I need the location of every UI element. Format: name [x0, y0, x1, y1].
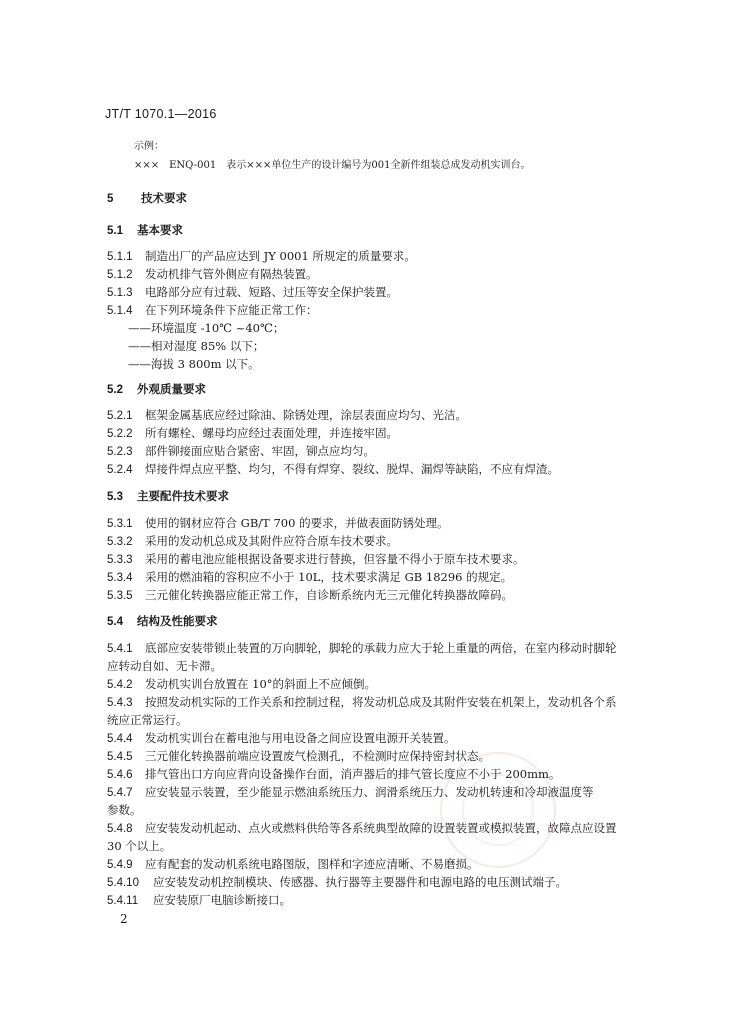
- list-item: ——海拔 3 800m 以下。: [128, 357, 260, 371]
- clause-continuation: 应转动自如、无卡滞。: [107, 659, 222, 673]
- clause-5-4-9: 5.4.9 应有配套的发动机系统电路图版，图样和字迹应清晰、不易磨损。: [107, 857, 479, 871]
- clause-5-4-11: 5.4.11 应安装原厂电脑诊断接口。: [107, 893, 291, 907]
- clause-continuation: 参数。: [107, 803, 142, 817]
- list-item: ——相对湿度 85% 以下；: [128, 339, 265, 353]
- clause-continuation: 30 个以上。: [107, 839, 172, 853]
- clause-5-4-5: 5.4.5 三元催化转换器前端应设置废气检测孔，不检测时应保持密封状态。: [107, 749, 490, 763]
- clause-5-4-8: 5.4.8 应安装发动机起动、点火或燃料供给等各系统典型故障的设置装置或模拟装置，故障点应设置: [107, 821, 617, 835]
- clause-5-1-4: 5.1.4 在下列环境条件下应能正常工作：: [107, 303, 318, 317]
- subsection-heading: 5.3 主要配件技术要求: [107, 489, 229, 503]
- clause-5-4-2: 5.4.2 发动机实训台放置在 10°的斜面上不应倾倒。: [107, 677, 377, 691]
- clause-5-4-4: 5.4.4 发动机实训台在蓄电池与用电设备之间应设置电源开关装置。: [107, 731, 456, 745]
- clause-5-3-1: 5.3.1 使用的钢材应符合 GB/T 700 的要求，并做表面防锈处理。: [107, 516, 449, 530]
- clause-5-3-4: 5.3.4 采用的燃油箱的容积应不小于 10L，技术要求满足 GB 18296 的规定。: [107, 570, 513, 584]
- clause-5-3-5: 5.3.5 三元催化转换器应能正常工作，自诊断系统内无三元催化转换器故障码。: [107, 588, 513, 602]
- page-number: 2: [120, 912, 128, 926]
- clause-5-4-7: 5.4.7 应安装显示装置，至少能显示燃油系统压力、润滑系统压力、发动机转速和冷却液温度等: [107, 785, 594, 799]
- clause-5-2-1: 5.2.1 框架金属基底应经过除油、除锈处理，涂层表面应均匀、光洁。: [107, 408, 467, 422]
- clause-5-4-1: 5.4.1 底部应安装带锁止装置的万向脚轮，脚轮的承载力应大于轮上重量的两倍，在室内移动时脚轮: [107, 641, 617, 655]
- clause-5-2-3: 5.2.3 部件铆接面应贴合紧密、牢固，铆点应均匀。: [107, 444, 375, 458]
- clause-5-4-10: 5.4.10 应安装发动机控制模块、传感器、执行器等主要器件和电源电路的电压测试端子。: [107, 875, 567, 889]
- subsection-heading: 5.4 结构及性能要求: [107, 614, 218, 628]
- clause-5-2-2: 5.2.2 所有螺栓、螺母均应经过表面处理，并连接牢固。: [107, 426, 398, 440]
- clause-5-4-3: 5.4.3 按照发动机实际的工作关系和控制过程，将发动机总成及其附件安装在机架上，发动机各个系: [107, 695, 617, 709]
- clause-5-1-3: 5.1.3 电路部分应有过载、短路、过压等安全保护装置。: [107, 285, 398, 299]
- clause-continuation: 统应正常运行。: [107, 713, 188, 727]
- clause-5-1-2: 5.1.2 发动机排气管外侧应有隔热装置。: [107, 267, 318, 281]
- subsection-heading: 5.2 外观质量要求: [107, 382, 206, 396]
- section-heading: 5 技术要求: [107, 191, 187, 205]
- clause-5-3-3: 5.3.3 采用的蓄电池应能根据设备要求进行替换，但容量不得小于原车技术要求。: [107, 552, 525, 566]
- list-item: ——环境温度 -10℃ ~40℃；: [128, 321, 285, 335]
- example-text: ××× ENQ-001 表示×××单位生产的设计编号为001全新件组装总成发动机实训台。: [134, 160, 531, 171]
- example-label: 示例：: [134, 141, 164, 152]
- clause-5-1-1: 5.1.1 制造出厂的产品应达到 JY 0001 所规定的质量要求。: [107, 249, 416, 263]
- subsection-heading: 5.1 基本要求: [107, 223, 183, 237]
- standard-id: JT/T 1070.1—2016: [105, 107, 217, 121]
- clause-5-4-6: 5.4.6 排气管出口方向应背向设备操作台面，消声器后的排气管长度应不小于 200mm。: [107, 767, 561, 781]
- clause-5-3-2: 5.3.2 采用的发动机总成及其附件应符合原车技术要求。: [107, 534, 398, 548]
- clause-5-2-4: 5.2.4 焊接件焊点应平整、均匀，不得有焊穿、裂纹、脱焊、漏焊等缺陷，不应有焊渣。: [107, 462, 559, 476]
